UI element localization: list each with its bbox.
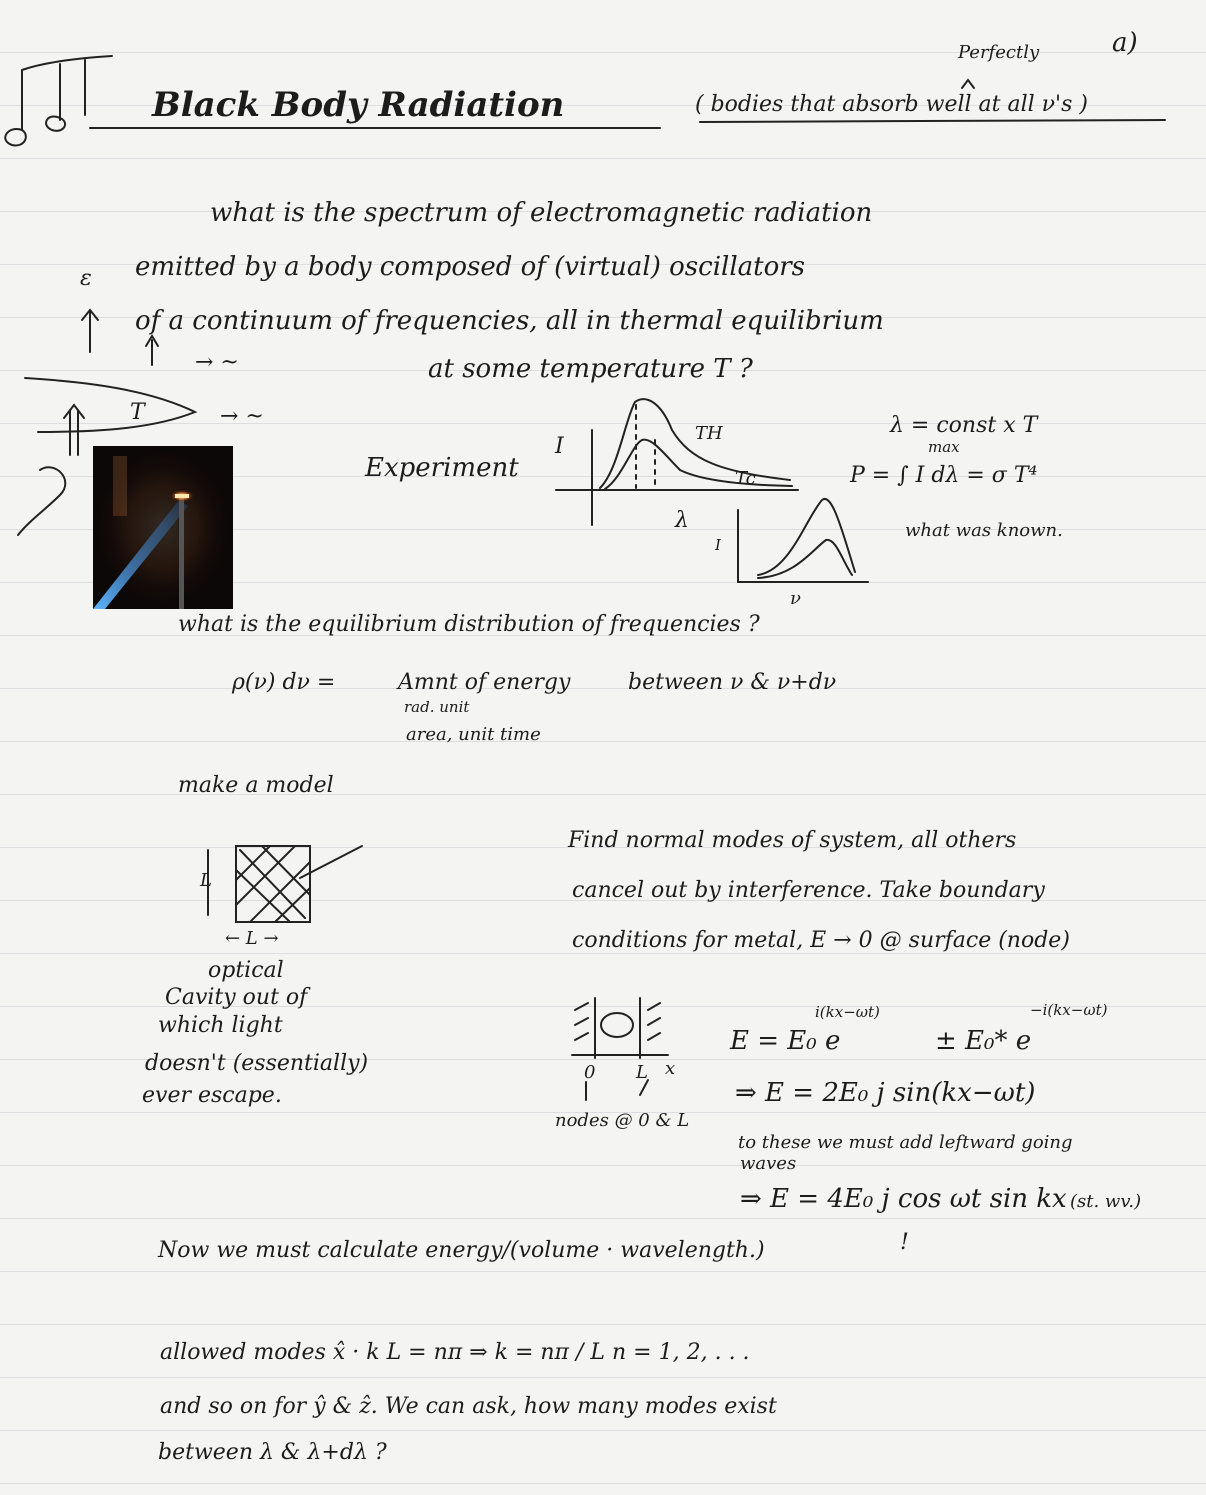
field-eq-1b-exponent: −i(kx−ωt) — [1030, 1001, 1108, 1019]
t-cold-label: Tc — [735, 468, 756, 489]
normal-modes-line-3: conditions for metal, E → 0 @ surface (node) — [572, 928, 1070, 953]
known-note: what was known. — [905, 520, 1063, 541]
allowed-modes-line-3: between λ & λ+dλ ? — [158, 1440, 387, 1465]
experiment-label: Experiment — [365, 453, 519, 483]
page-title: Black Body Radiation — [152, 85, 565, 125]
insert-caret — [962, 80, 974, 88]
intro-line-1: what is the spectrum of electromagnetic radiation — [210, 198, 873, 228]
temperature-label: T — [130, 400, 145, 425]
cavity-l-vertical: L — [200, 870, 212, 891]
intro-line-4: at some temperature T ? — [428, 354, 753, 384]
subtitle-underline — [700, 120, 1165, 122]
leftward-note-1: to these we must add leftward going — [738, 1132, 1073, 1153]
axis-x: x — [665, 1058, 676, 1079]
page-label: a) — [1112, 28, 1138, 58]
model-label: make a model — [178, 773, 334, 798]
frequency-curve-graph — [738, 499, 868, 582]
wien-law: λ = const x T — [890, 413, 1038, 438]
per-unit-1: rad. unit — [404, 698, 470, 716]
standing-wave-note: (st. wv.) — [1070, 1191, 1142, 1212]
music-note-doodle — [5, 56, 112, 145]
cavity-note-5: ever escape. — [142, 1083, 282, 1108]
squiggle-doodle — [18, 467, 65, 535]
distribution-question: what is the equilibrium distribution of frequencies ? — [178, 612, 760, 637]
insert-annotation: Perfectly — [958, 42, 1040, 63]
field-eq-2: ⇒ E = 2E₀ j sin(kx−ωt) — [735, 1078, 1036, 1108]
page-subtitle: ( bodies that absorb well at all ν's ) — [695, 92, 1088, 117]
field-eq-1: E = E₀ e — [730, 1026, 841, 1056]
allowed-modes-line-1: allowed modes x̂ · k L = nπ ⇒ k = nπ / L n = 1, 2, . . . — [160, 1340, 750, 1365]
cavity-note-2: Cavity out of — [165, 985, 308, 1010]
t-hot-label: TH — [695, 423, 723, 444]
graph1-lambda-axis: λ — [675, 508, 689, 533]
per-unit-2: area, unit time — [406, 724, 541, 745]
intro-line-2: emitted by a body composed of (virtual) oscillators — [135, 252, 806, 282]
optical-cavity-sketch — [208, 846, 362, 922]
normal-modes-line-1: Find normal modes of system, all others — [568, 828, 1017, 853]
energy-exclamation: ! — [900, 1230, 909, 1255]
amount-energy: Amnt of energy — [398, 670, 571, 695]
nodes-label: nodes @ 0 & L — [555, 1110, 690, 1131]
epsilon-symbol: ε — [80, 266, 92, 291]
radiation-arrow-1: → ~ — [195, 350, 239, 375]
graph1-i-axis: I — [555, 434, 564, 459]
standing-wave-sketch — [572, 998, 668, 1100]
rho-definition: ρ(ν) dν = — [232, 670, 336, 695]
axis-zero: 0 — [584, 1062, 596, 1083]
graph2-nu-axis: ν — [790, 588, 801, 609]
cavity-note-3: which light — [158, 1013, 283, 1038]
cavity-note-1: optical — [208, 958, 284, 983]
wien-subscript: max — [928, 438, 960, 456]
energy-line: Now we must calculate energy/(volume · wavelength.) — [158, 1238, 765, 1263]
graph2-i-axis: I — [715, 536, 721, 554]
flame-sketch — [25, 378, 195, 432]
field-eq-1b: ± E₀* e — [935, 1026, 1032, 1056]
field-eq-3: ⇒ E = 4E₀ j cos ωt sin kx — [740, 1184, 1067, 1214]
cavity-l-horizontal: ← L → — [225, 928, 279, 949]
blackbody-photo — [93, 446, 233, 609]
intro-line-3: of a continuum of frequencies, all in thermal equilibrium — [135, 306, 884, 336]
allowed-modes-line-2: and so on for ŷ & ẑ. We can ask, how many modes exist — [160, 1394, 777, 1419]
field-eq-1-exponent: i(kx−ωt) — [815, 1003, 880, 1021]
axis-l: L — [636, 1062, 648, 1083]
frequency-range: between ν & ν+dν — [628, 670, 837, 695]
radiation-arrow-2: → ~ — [220, 404, 264, 429]
leftward-note-2: waves — [740, 1153, 797, 1174]
cavity-note-4: doesn't (essentially) — [145, 1051, 369, 1076]
normal-modes-line-2: cancel out by interference. Take boundary — [572, 878, 1045, 903]
stefan-law: P = ∫ I dλ = σ T⁴ — [850, 463, 1038, 488]
blackbody-curve-graph — [556, 399, 798, 525]
